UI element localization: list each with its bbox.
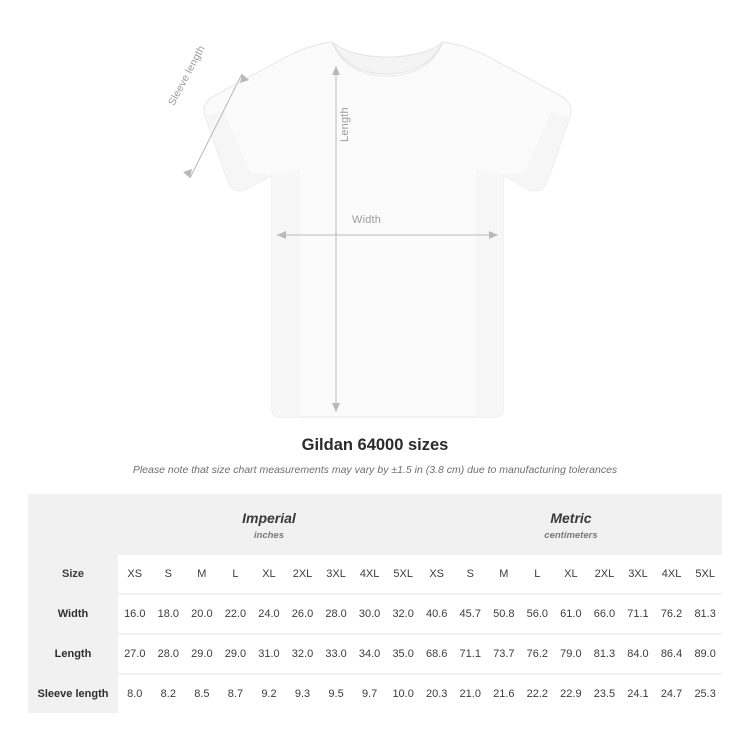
measure-cell-imperial: 18.0: [152, 594, 186, 634]
unit-header-imperial: [118, 494, 420, 555]
unit-header-metric: [420, 494, 722, 555]
measure-cell-imperial: 32.0: [386, 594, 420, 634]
length-label: Length: [339, 107, 351, 142]
measure-cell-metric: 50.8: [487, 594, 521, 634]
size-header-cell-l: L: [232, 568, 239, 580]
measure-cell-metric: 40.6: [420, 594, 454, 634]
measure-cell-metric: 79.0: [554, 634, 588, 674]
measure-cell-imperial: 30.0: [353, 594, 387, 634]
measure-cell-metric: 22.2: [521, 674, 555, 713]
measure-cell-imperial: 24.0: [252, 594, 286, 634]
measure-cell-imperial: 9.7: [353, 674, 387, 713]
measure-cell-imperial: 8.0: [118, 674, 152, 713]
page-title: Gildan 64000 sizes: [301, 436, 449, 454]
measure-cell-imperial: 27.0: [118, 634, 152, 674]
unit-subtitle: inches: [253, 530, 285, 541]
tolerance-note: Please note that size chart measurements may vary by ±1.5 in (3.8 cm) due to manufacturing tolerances: [132, 464, 618, 476]
unit-header-blank: [28, 494, 118, 555]
measure-cell-metric: 24.7: [655, 674, 689, 713]
measure-cell-metric: 81.3: [688, 594, 722, 634]
size-header-cell-4xl: 4XL: [359, 568, 380, 580]
unit-name: Metric: [550, 510, 592, 526]
measure-cell-imperial: 20.0: [185, 594, 219, 634]
measure-cell-imperial: 33.0: [319, 634, 353, 674]
unit-subtitle: centimeters: [544, 530, 598, 541]
size-header-cell-3xl: 3XL: [326, 568, 346, 580]
measure-cell-metric: 21.6: [487, 674, 521, 713]
measure-cell-imperial: 26.0: [286, 594, 320, 634]
size-header-cell-3xl: 3XL: [628, 568, 648, 580]
measure-cell-imperial: 29.0: [185, 634, 219, 674]
measure-cell-metric: 76.2: [521, 634, 555, 674]
measure-cell-imperial: 9.5: [319, 674, 353, 713]
measure-cell-imperial: 32.0: [286, 634, 320, 674]
measure-cell-metric: 22.9: [554, 674, 588, 713]
unit-name: Imperial: [242, 510, 296, 526]
measure-cell-metric: 89.0: [688, 634, 722, 674]
size-header-cell-m: M: [197, 568, 207, 580]
size-table-body: [28, 555, 722, 713]
measure-cell-metric: 81.3: [588, 634, 622, 674]
measure-cell-metric: 76.2: [655, 594, 689, 634]
size-header-row: [28, 555, 722, 594]
size-header-cell-xs: XS: [127, 568, 143, 580]
measure-cell-imperial: 22.0: [219, 594, 253, 634]
table-row: [28, 594, 722, 634]
size-header-cell-s: S: [466, 568, 474, 580]
measure-cell-imperial: 8.5: [185, 674, 219, 713]
measure-cell-metric: 24.1: [621, 674, 655, 713]
measure-cell-imperial: 28.0: [319, 594, 353, 634]
measure-cell-imperial: 28.0: [152, 634, 186, 674]
measure-cell-metric: 71.1: [453, 634, 487, 674]
measure-cell-metric: 84.0: [621, 634, 655, 674]
measure-cell-imperial: 9.2: [252, 674, 286, 713]
size-column-label: Size: [28, 555, 118, 594]
measure-cell-metric: 23.5: [588, 674, 622, 713]
measure-cell-metric: 86.4: [655, 634, 689, 674]
size-header-cell-5xl: 5XL: [393, 568, 413, 580]
measure-cell-imperial: 8.7: [219, 674, 253, 713]
measure-cell-imperial: 35.0: [386, 634, 420, 674]
size-header-cell-2xl: 2XL: [292, 568, 313, 580]
row-label: Length: [28, 634, 118, 674]
size-header-cell-xl: XL: [564, 568, 578, 580]
size-table-unit-header: [28, 494, 722, 555]
measure-cell-imperial: 34.0: [353, 634, 387, 674]
size-header-cell-s: S: [164, 568, 172, 580]
measure-cell-metric: 66.0: [588, 594, 622, 634]
row-label: Width: [28, 594, 118, 634]
measure-cell-imperial: 16.0: [118, 594, 152, 634]
tshirt-shape: [204, 42, 571, 417]
measure-cell-metric: 45.7: [453, 594, 487, 634]
measure-cell-metric: 68.6: [420, 634, 454, 674]
size-header-cell-5xl: 5XL: [695, 568, 715, 580]
size-header-cell-4xl: 4XL: [661, 568, 682, 580]
measure-cell-metric: 20.3: [420, 674, 454, 713]
measure-cell-imperial: 9.3: [286, 674, 320, 713]
measure-cell-metric: 73.7: [487, 634, 521, 674]
measure-cell-imperial: 8.2: [152, 674, 186, 713]
size-table: [28, 494, 722, 713]
table-row: [28, 634, 722, 674]
size-header-cell-xs: XS: [429, 568, 445, 580]
measure-cell-metric: 21.0: [453, 674, 487, 713]
sleeve-length-label: Sleeve length: [166, 43, 208, 108]
measure-cell-imperial: 10.0: [386, 674, 420, 713]
size-table-wrapper: [28, 494, 722, 713]
row-label: Sleeve length: [28, 674, 118, 713]
measure-cell-metric: 25.3: [688, 674, 722, 713]
measure-cell-imperial: 31.0: [252, 634, 286, 674]
measure-cell-metric: 61.0: [554, 594, 588, 634]
measure-cell-imperial: 29.0: [219, 634, 253, 674]
table-row: [28, 674, 722, 713]
size-header-cell-xl: XL: [262, 568, 276, 580]
width-label: Width: [352, 214, 382, 226]
size-header-cell-2xl: 2XL: [594, 568, 615, 580]
size-header-cell-l: L: [534, 568, 541, 580]
size-header-cell-m: M: [499, 568, 509, 580]
measure-cell-metric: 71.1: [621, 594, 655, 634]
measure-cell-metric: 56.0: [521, 594, 555, 634]
